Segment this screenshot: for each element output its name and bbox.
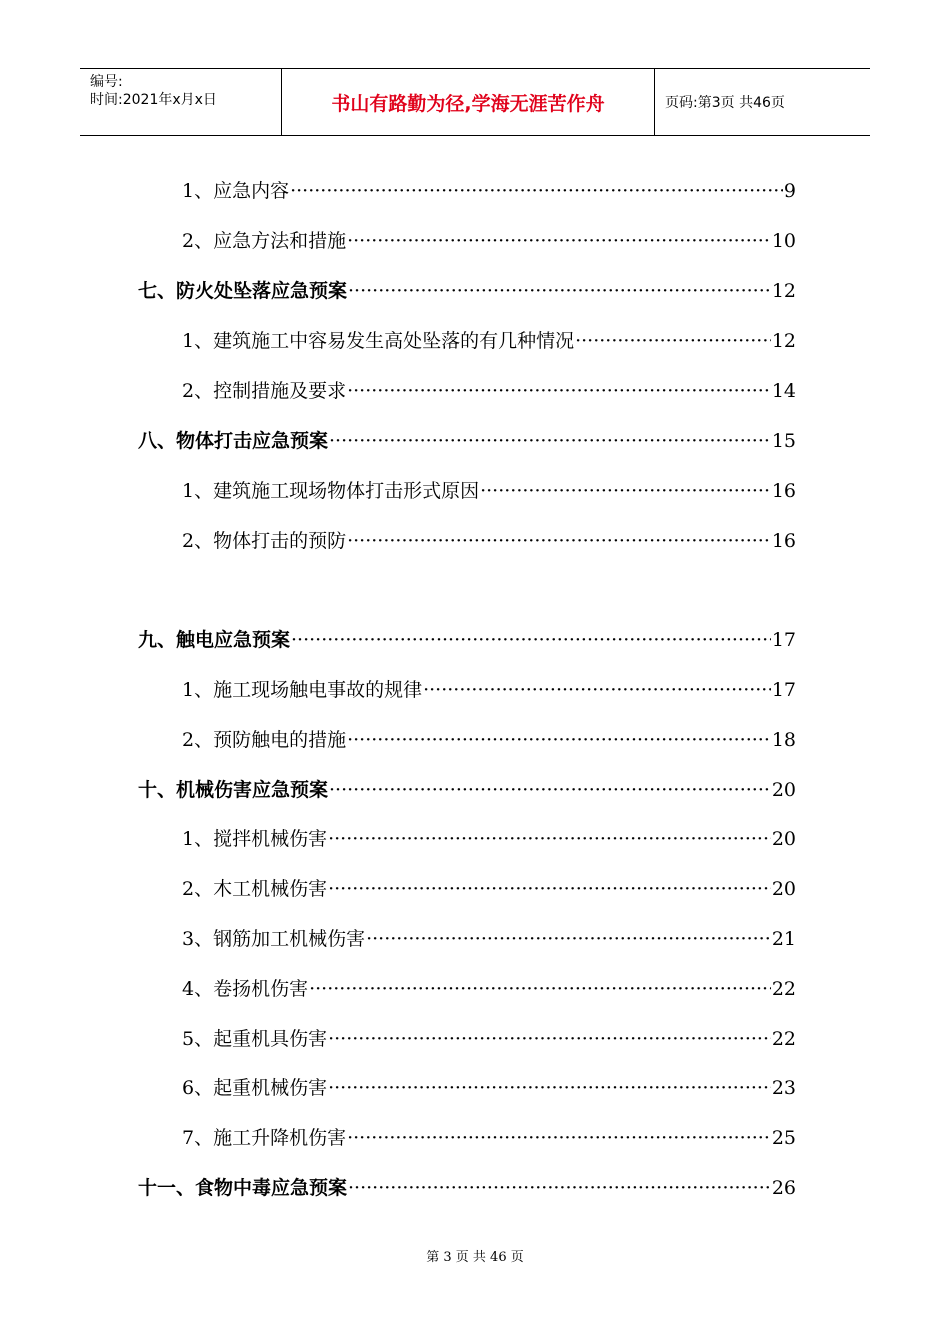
toc-leader-dots — [347, 528, 771, 554]
toc-leader-dots — [328, 1075, 771, 1101]
page-footer: 第 3 页 共 46 页 — [426, 1250, 524, 1265]
toc-leader-dots — [309, 976, 771, 1002]
toc-entry-page: 16 — [771, 480, 796, 502]
toc-section[interactable] — [138, 1175, 796, 1201]
toc-leader-dots — [328, 876, 771, 902]
toc-leader-dots — [347, 727, 771, 753]
toc-section-page: 17 — [771, 629, 796, 651]
toc-leader-dots — [366, 926, 771, 952]
toc-entry[interactable] — [182, 1075, 796, 1101]
toc-leader-dots — [291, 627, 771, 653]
toc-entry-title: 2、预防触电的措施 — [182, 729, 347, 751]
toc-entry-page: 16 — [771, 530, 796, 552]
toc-entry-page: 25 — [771, 1127, 796, 1149]
toc-entry[interactable] — [182, 328, 796, 354]
toc-leader-dots — [329, 428, 771, 454]
toc-leader-dots — [347, 228, 771, 254]
toc-entry[interactable] — [182, 826, 796, 852]
toc-entry-title: 2、控制措施及要求 — [182, 380, 347, 402]
toc-entry-title: 1、搅拌机械伤害 — [182, 828, 328, 850]
toc-leader-dots — [347, 378, 771, 404]
toc-entry[interactable] — [182, 528, 796, 554]
toc-section-title: 九、触电应急预案 — [138, 629, 291, 651]
toc-leader-dots — [329, 777, 771, 803]
toc-entry-page: 21 — [771, 928, 796, 950]
toc-leader-dots — [480, 478, 771, 504]
toc-section[interactable] — [138, 627, 796, 653]
toc-entry[interactable] — [182, 178, 796, 204]
toc-entry-title: 7、施工升降机伤害 — [182, 1127, 347, 1149]
header-motto: 书山有路勤为径,学海无涯苦作舟 — [282, 69, 655, 135]
toc-entry-title: 6、起重机械伤害 — [182, 1077, 328, 1099]
toc-entry[interactable] — [182, 478, 796, 504]
document-number-label: 编号: — [90, 74, 123, 90]
toc-entry-page: 20 — [771, 878, 796, 900]
toc-leader-dots — [348, 278, 771, 304]
toc-entry-title: 1、施工现场触电事故的规律 — [182, 679, 423, 701]
toc-entry[interactable] — [182, 677, 796, 703]
toc-entry-page: 18 — [771, 729, 796, 751]
toc-entry-page: 20 — [771, 828, 796, 850]
toc-entry-page: 22 — [771, 978, 796, 1000]
toc-section-page: 15 — [771, 430, 796, 452]
toc-entry-title: 1、建筑施工中容易发生高处坠落的有几种情况 — [182, 330, 575, 352]
toc-entry-title: 2、物体打击的预防 — [182, 530, 347, 552]
toc-entry-title: 2、应急方法和措施 — [182, 230, 347, 252]
page-header — [80, 68, 870, 136]
toc-entry-title: 1、建筑施工现场物体打击形式原因 — [182, 480, 480, 502]
toc-entry-page: 9 — [783, 180, 796, 202]
toc-section[interactable] — [138, 428, 796, 454]
toc-section-page: 12 — [771, 280, 796, 302]
toc-entry-page: 17 — [771, 679, 796, 701]
toc-section-title: 十、机械伤害应急预案 — [138, 779, 329, 801]
toc-entry-title: 1、应急内容 — [182, 180, 290, 202]
toc-entry-page: 10 — [771, 230, 796, 252]
header-page-info: 页码:第3页 共46页 — [665, 95, 785, 111]
toc-entry[interactable] — [182, 876, 796, 902]
toc-section[interactable] — [138, 278, 796, 304]
toc-section-title: 十一、食物中毒应急预案 — [138, 1177, 348, 1199]
toc-entry-title: 2、木工机械伤害 — [182, 878, 328, 900]
toc-entry[interactable] — [182, 976, 796, 1002]
toc-entry[interactable] — [182, 378, 796, 404]
toc-entry[interactable] — [182, 727, 796, 753]
toc-leader-dots — [348, 1175, 771, 1201]
toc-entry-title: 5、起重机具伤害 — [182, 1028, 328, 1050]
toc-entry[interactable] — [182, 1026, 796, 1052]
toc-entry[interactable] — [182, 1125, 796, 1151]
toc-entry-page: 23 — [771, 1077, 796, 1099]
toc-entry-title: 3、钢筋加工机械伤害 — [182, 928, 366, 950]
toc-leader-dots — [328, 826, 771, 852]
document-time-label: 时间:2021年x月x日 — [90, 92, 217, 108]
toc-leader-dots — [347, 1125, 771, 1151]
toc-leader-dots — [328, 1026, 771, 1052]
toc-leader-dots — [575, 328, 771, 354]
toc-entry-page: 14 — [771, 380, 796, 402]
toc-entry[interactable] — [182, 228, 796, 254]
toc-leader-dots — [290, 178, 783, 204]
toc-section-title: 八、物体打击应急预案 — [138, 430, 329, 452]
toc-leader-dots — [423, 677, 771, 703]
toc-entry-page: 12 — [771, 330, 796, 352]
toc-section-page: 20 — [771, 779, 796, 801]
toc-section-title: 七、防火处坠落应急预案 — [138, 280, 348, 302]
toc-section[interactable] — [138, 777, 796, 803]
toc-entry[interactable] — [182, 926, 796, 952]
header-meta — [80, 69, 282, 135]
toc-section-page: 26 — [771, 1177, 796, 1199]
toc-entry-page: 22 — [771, 1028, 796, 1050]
toc-entry-title: 4、卷扬机伤害 — [182, 978, 309, 1000]
